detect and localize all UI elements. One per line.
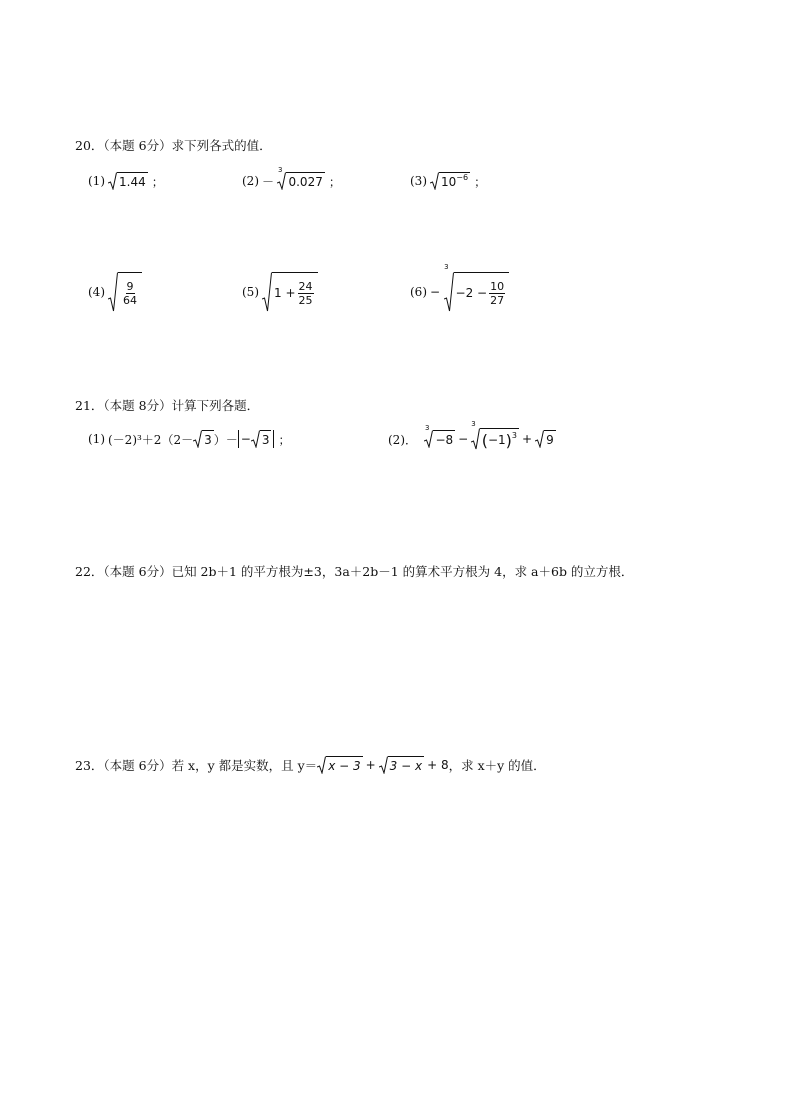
root-index: 3 (278, 166, 283, 174)
exponent: 3 (511, 430, 517, 440)
item-label: (4) (88, 285, 105, 299)
fraction (489, 280, 505, 307)
q20-item-5 (242, 272, 318, 312)
q20-item-2 (242, 166, 341, 190)
denominator: 25 (298, 293, 313, 307)
minus-sign: − (458, 432, 469, 446)
item-label: (1) (88, 432, 105, 446)
q20-item-3 (410, 172, 486, 190)
sqrt-expression (108, 172, 148, 190)
sqrt-expression (535, 430, 556, 448)
cube-root-expression (278, 166, 325, 190)
radical-sign-icon (262, 272, 272, 312)
radical-sign-icon (193, 430, 202, 448)
denominator: 27 (490, 293, 505, 307)
minus-sign: − (240, 432, 251, 446)
question-text: 23．（本题 6分）若 x，y 都是实数，且 y＝ (75, 758, 318, 773)
radicand: 9 (544, 430, 556, 448)
radical-sign-icon (317, 756, 326, 774)
cube-root-expression (425, 424, 455, 448)
root-index: 3 (444, 263, 449, 271)
item-label: (2) (242, 174, 259, 188)
fraction (298, 280, 314, 307)
cube-root-fraction-expression (444, 263, 509, 312)
sqrt-expression (317, 756, 362, 774)
minus-sign: － (262, 174, 275, 189)
radicand: 0.027 (286, 172, 324, 190)
leading-term: 1 + (274, 286, 296, 300)
radicand: 3 − x (388, 756, 424, 774)
root-index: 3 (425, 424, 430, 432)
radicand (480, 428, 519, 450)
sqrt-expression (379, 756, 424, 774)
radicand: 1.44 (117, 172, 148, 190)
separator: ； (328, 174, 341, 189)
sqrt-expression (251, 430, 272, 448)
separator: ； (151, 174, 164, 189)
expression-part: ）－ (213, 432, 238, 447)
sqrt-expression (430, 172, 470, 190)
radical-sign-icon (108, 172, 117, 190)
radicand: 3 (260, 430, 272, 448)
radicand (439, 172, 470, 190)
radicand (272, 272, 318, 312)
root-index: 3 (471, 420, 476, 428)
question-22-title: 22．（本题 6分）已知 2b＋1 的平方根为±3，3a＋2b－1 的算术平方根为 4，求 a＋6b 的立方根． (75, 564, 634, 579)
item-label: (2)． (388, 432, 417, 447)
question-23-title (75, 756, 546, 774)
radical-sign-icon (251, 430, 260, 448)
sqrt-fraction-expression (108, 272, 142, 312)
plus-sign: + (522, 432, 533, 446)
leading-term: −2 − (455, 286, 488, 300)
right-paren: ) (505, 430, 512, 450)
q21-part-1 (88, 430, 290, 448)
numerator: 24 (298, 279, 313, 293)
expression-part: (－2)³＋2（2－ (108, 432, 194, 447)
q20-item-1 (88, 172, 164, 190)
radical-sign-icon (108, 272, 118, 312)
radical-sign-icon (430, 172, 439, 190)
radical-sign-icon (379, 756, 388, 774)
item-label: (6) (410, 285, 427, 299)
inner-value: −1 (487, 433, 506, 447)
denominator: 64 (123, 293, 137, 307)
sqrt-expression (193, 430, 214, 448)
sqrt-fraction-expression (262, 272, 318, 312)
radicand: x − 3 (326, 756, 362, 774)
radicand (118, 272, 142, 312)
separator: ； (474, 174, 487, 189)
plus-sign: + (365, 758, 376, 772)
numerator: 9 (126, 279, 134, 293)
absolute-value (238, 430, 275, 448)
q20-item-6 (410, 263, 509, 312)
numerator: 10 (490, 279, 505, 293)
question-21-title: 21．（本题 8分）计算下列各题． (75, 398, 260, 413)
question-text: ，求 x＋y 的值． (448, 758, 546, 773)
base: 10 (441, 175, 457, 189)
radicand (454, 272, 510, 312)
exponent: −6 (456, 172, 469, 182)
constant-term: + 8 (427, 758, 449, 772)
q20-item-4 (88, 272, 142, 312)
separator: ； (278, 432, 291, 447)
question-20-title: 20．（本题 6分）求下列各式的值． (75, 138, 272, 153)
left-paren: ( (481, 430, 488, 450)
item-label: (3) (410, 174, 427, 188)
radical-sign-icon (535, 430, 544, 448)
item-label: (1) (88, 174, 105, 188)
item-label: (5) (242, 285, 259, 299)
radicand: 3 (202, 430, 214, 448)
radicand: −8 (433, 430, 455, 448)
fraction (122, 280, 138, 307)
minus-sign: − (430, 285, 441, 299)
q21-part-2 (388, 420, 556, 450)
cube-root-expression (471, 420, 519, 450)
